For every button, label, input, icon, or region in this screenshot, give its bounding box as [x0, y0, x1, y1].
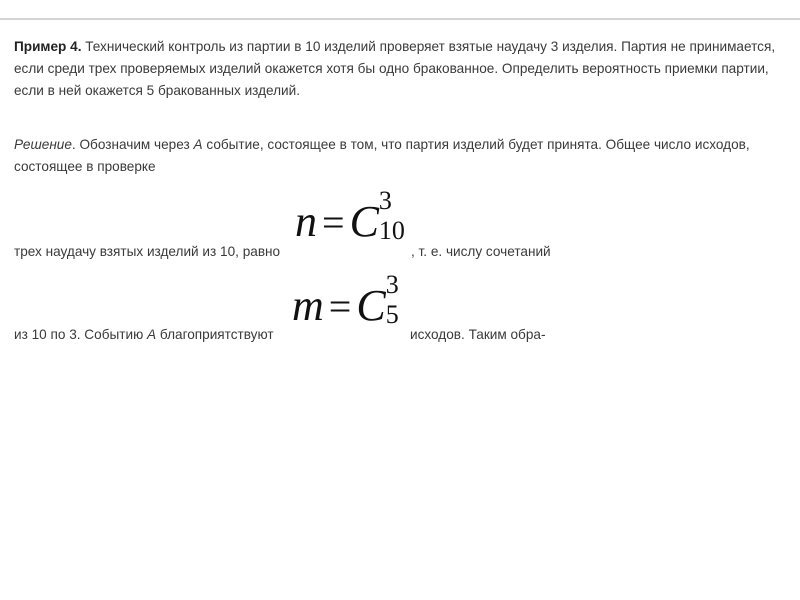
formula-n-sup: 3 [378, 186, 392, 215]
formula-n [295, 186, 405, 247]
formula-m [292, 270, 399, 331]
solution-line-4-event-a: A [147, 327, 157, 342]
formula-m-c: C [356, 281, 386, 330]
formula-m-eq: = [328, 284, 352, 329]
solution-text-1: . Обозначим через [71, 137, 194, 152]
solution-label: Решение [14, 137, 72, 152]
example-paragraph [14, 36, 790, 102]
solution-line-4 [14, 327, 274, 342]
formula-m-sup: 3 [385, 270, 399, 299]
example-label: Пример 4. [14, 39, 82, 54]
formula-n-sub: 10 [378, 216, 405, 245]
solution-line-4-text-1: из 10 по 3. Событию [14, 327, 148, 342]
formula-m-sub: 5 [385, 300, 399, 329]
formula-n-c: C [349, 197, 379, 246]
solution-paragraph [14, 134, 790, 178]
top-divider [0, 18, 800, 20]
solution-line-3-tail: , т. е. числу сочетаний [411, 244, 551, 259]
solution-text-2: событие, состоящее в том, что партия изделий будет принята. Общее число исходов, состоящее в проверке [14, 137, 750, 174]
formula-m-var: m [292, 281, 324, 330]
example-text: Технический контроль из партии в 10 изделий проверяет взятые наудачу 3 изделия. Партия не принимается, если среди трех проверяемых изделий окажется хотя бы одно бракованное. Определить вероятность приемки партии, если в ней окажется 5 бракованных изделий. [14, 39, 776, 98]
solution-line-4-text-2: благоприятствуют [156, 327, 274, 342]
formula-n-eq: = [322, 200, 345, 245]
solution-event-a: A [193, 137, 203, 152]
solution-line-3: трех наудачу взятых изделий из 10, равно [14, 244, 281, 259]
solution-line-4-tail: исходов. Таким обра- [410, 327, 546, 342]
formula-n-var: n [295, 197, 317, 246]
